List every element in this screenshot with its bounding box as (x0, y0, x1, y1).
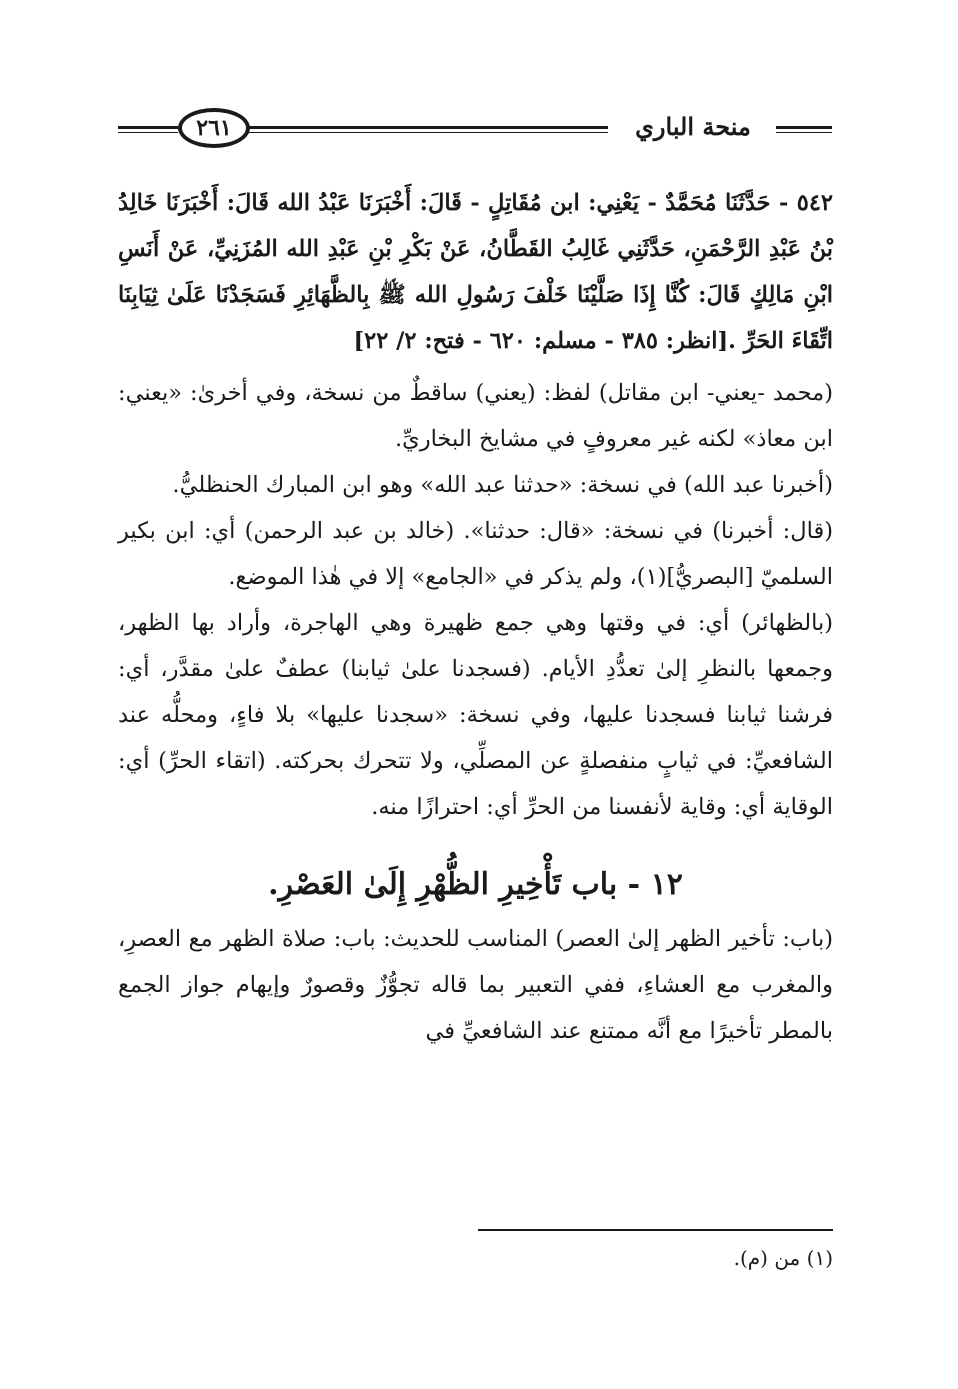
running-title: منحة الباري (635, 112, 751, 141)
commentary-paragraph: (بالظهائر) أي: في وقتها وهي جمع ظهيرة وهي الهاجرة، وأراد بها الظهر، وجمعها بالنظرِ إلىٰ تعدُّدِ الأيام. (فسجدنا علىٰ ثيابنا) عطفٌ علىٰ مقدَّر، أي: فرشنا ثيابنا فسجدنا عليها، وفي نسخة: «سجدنا عليها» بلا فاءٍ، ومحلُّه عند الشافعيِّ: في ثيابٍ منفصلةٍ عن المصلِّي، ولا تتحرك بحركته. (اتقاء الحرِّ) أي: الوقاية أي: وقاية لأنفسنا من الحرِّ أي: احترازًا منه. (118, 610, 833, 820)
chapter-paragraph: (باب: تأخير الظهر إلىٰ العصر) المناسب للحديث: باب: صلاة الظهر مع العصرِ، والمغرب مع العشاءِ، ففي التعبير بما قاله تجوُّزٌ وقصورٌ وإيهام جواز الجمع بالمطر تأخيرًا مع أنَّه ممتنع عند الشافعيِّ في (118, 926, 833, 1044)
header-rule (776, 126, 832, 129)
header-rule (776, 132, 832, 133)
hadith-text: ٥٤٢ - حَدَّثَنَا مُحَمَّدٌ - يَعْنِي: ابن مُقَاتِلٍ - قَالَ: أَخْبَرَنَا عَبْدُ الله قَالَ: أَخْبَرَنَا خَالِدُ بْنُ عَبْدِ الرَّحْمَنِ، حَدَّثَنِي غَالِبُ القَطَّانُ، عَنْ بَكْرِ بْنِ عَبْدِ الله المُزَنِيِّ، عَنْ أَنَسِ ابْنِ مَالِكٍ قَالَ: كُنَّا إِذَا صَلَّيْنَا خَلْفَ رَسُولِ الله ﷺ بِالظَّهَائِرِ فَسَجَدْنَا عَلَىٰ ثِيَابِنَا اتِّقَاءَ الحَرِّ .[انظر: ٣٨٥ - مسلم: ٦٢٠ - فتح: ٢/ ٢٢] (118, 190, 833, 354)
chapter-heading: ١٢ - باب تَأْخِيرِ الظُّهْرِ إِلَىٰ العَصْرِ. (268, 867, 683, 902)
commentary-paragraph: (قال: أخبرنا) في نسخة: «قال: حدثنا». (خالد بن عبد الرحمن) أي: ابن بكير السلميّ [البصريُّ](١)، ولم يذكر في «الجامع» إلا في هٰذا الموضع. (118, 518, 833, 590)
header-rule (248, 132, 608, 133)
page-header (118, 100, 833, 160)
header-rule (118, 132, 178, 133)
header-rule (118, 126, 178, 129)
page-number: ٢٦١ (178, 108, 250, 148)
footnote: (١) من (م). (733, 1246, 833, 1270)
commentary-paragraph: (محمد -يعني- ابن مقاتل) لفظ: (يعني) ساقطٌ من نسخة، وفي أخرىٰ: «يعني: ابن معاذ» لكنه غير معروفٍ في مشايخ البخاريِّ. (118, 380, 833, 452)
main-text (118, 180, 833, 1054)
header-rule (248, 126, 608, 129)
footnote-separator (478, 1229, 833, 1231)
commentary-paragraph: (أخبرنا عبد الله) في نسخة: «حدثنا عبد الله» وهو ابن المبارك الحنظليُّ. (172, 472, 833, 498)
